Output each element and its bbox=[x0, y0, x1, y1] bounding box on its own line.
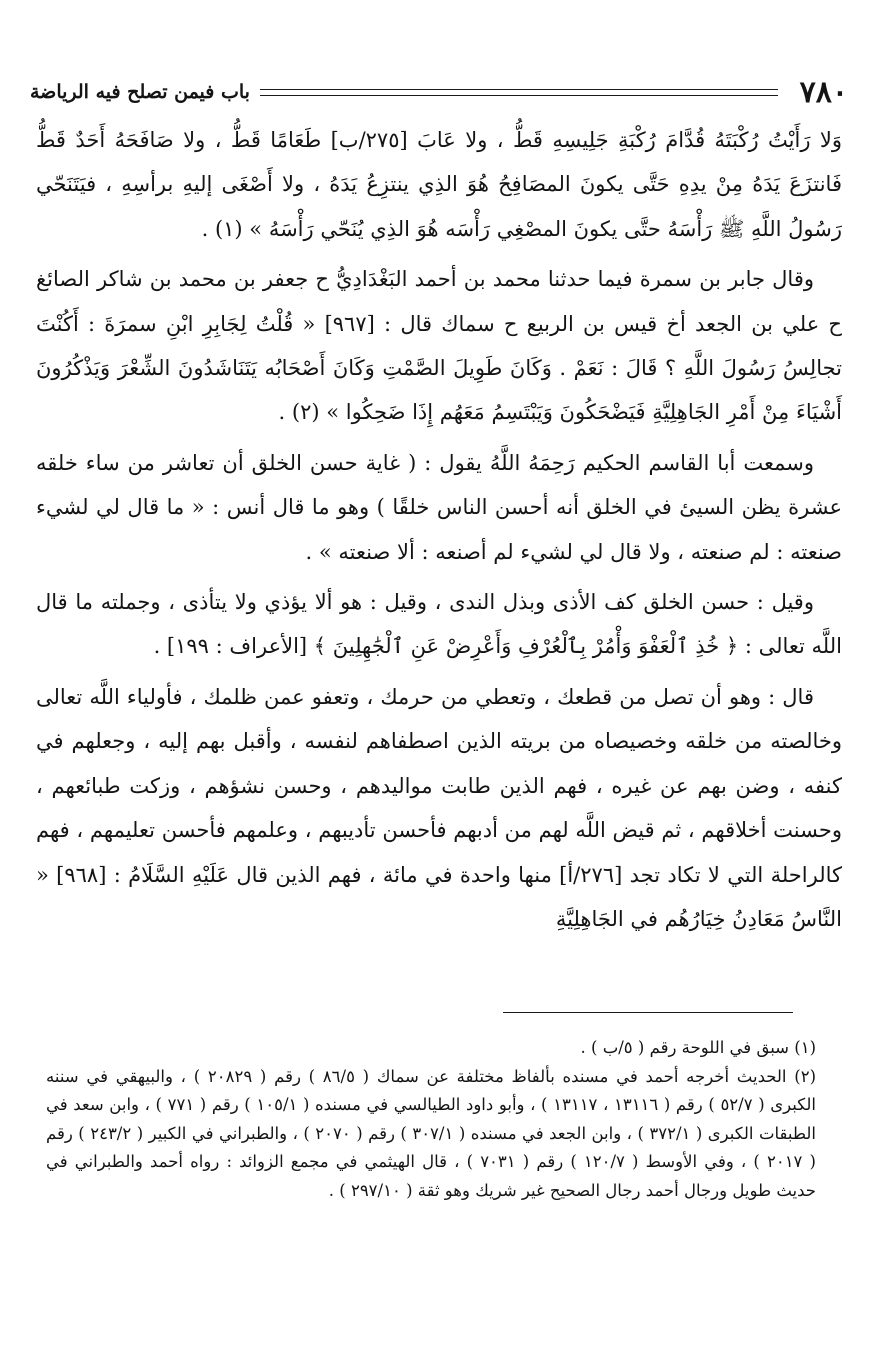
paragraph: وسمعت أبا القاسم الحكيم رَحِمَهُ اللَّهُ يقول : ( غاية حسن الخلق أن تعاشر من ساء خلقه عشرة يظن السيئ في الخلق أنه أحسن الناس خلقًا ) وهو ما قال أنس : « ما قال لي لشيء صنعته : لم صنعته ، ولا قال لي لشيء لم أصنعه : ألا صنعته » . bbox=[36, 450, 842, 564]
footnote: (٢) الحديث أخرجه أحمد في مسنده بألفاظ مختلفة عن سماك ( ٨٦/٥ ) رقم ( ٢٠٨٢٩ ) ، والبيهقي في سننه الكبرى ( ٥٢/٧ ) رقم ( ١٣١١٦ ، ١٣١١٧ ) ، وأبو داود الطيالسي في مسنده ( ١٠٥/١ ) رقم ( ٧٧١ ) ، وابن سعد في الطبقات الكبرى ( ٣٧٢/١ ) ، وابن الجعد في مسنده ( ٣٠٧/١ ) رقم ( ٢٠٧٠ ) ، والطبراني في الكبير ( ٢٤٣/٢ ) رقم ( ٢٠١٧ ) ، وفي الأوسط ( ١٢٠/٧ ) رقم ( ٧٠٣١ ) ، قال الهيثمي في مجمع الزوائد : رواه أحمد والطبراني في حديث طويل ورجال أحمد رجال الصحيح غير شريك وهو ثقة ( ٢٩٧/١٠ ) . bbox=[46, 1066, 816, 1200]
footnote: (١) سبق في اللوحة رقم ( ٥/ب ) . bbox=[580, 1038, 816, 1057]
footnotes bbox=[46, 1034, 816, 1206]
main-text bbox=[36, 118, 842, 947]
chapter-title: باب فيمن تصلح فيه الرياضة bbox=[30, 81, 250, 103]
running-header bbox=[30, 72, 848, 112]
header-rule bbox=[260, 89, 778, 96]
paragraph: وَلا رَأَيْتُ رُكْبَتَهُ قُدَّامَ رُكْبَةِ جَلِيسِهِ قَطُّ ، ولا عَابَ [٢٧٥/ب] طَعَامًا قَطُّ ، ولا صَافَحَهُ أَحَدٌ قَطُّ فَانتزَعَ يَدَهُ مِنْ يدِهِ حَتَّى يكونَ المصَافِحُ هُوَ الذِي ينتزِعُ يَدَهُ ، ولا أَصْغَى إليهِ برأسِهِ ، فيَتَنَحّي رَسُولُ اللَّهِ ﷺ رَأْسَهُ حتَّى يكونَ المصْغِي رَأْسَه هُوَ الذِي يُنَحّي رَأْسَهُ » (١) . bbox=[36, 128, 843, 241]
page-number: ٧٨٠ bbox=[799, 74, 848, 110]
paragraph: وقال جابر بن سمرة فيما حدثنا محمد بن أحمد البَغْدَادِيُّ ح جعفر بن محمد بن شاكر الصائغ ح علي بن الجعد أخ قيس بن الربيع ح سماك قال : [٩٦٧] « قُلْتُ لِجَابِرِ ابْنِ سمرَةَ : أَكُنْتَ تجالِسُ رَسُولَ اللَّهِ ؟ قَالَ : نَعَمْ . وَكَانَ طَوِيلَ الصَّمْتِ وَكَانَ أَصْحَابُه يَتَنَاشَدُونَ الشِّعْرَ وَيَذْكُرُونَ أَشْيَاءَ مِنْ أَمْرِ الجَاهِلِيَّةِ فَيَضْحَكُونَ وَيَبْتَسِمُ مَعَهُم إِذَا ضَحِكُوا » (٢) . bbox=[36, 267, 842, 425]
footnote-separator bbox=[503, 1012, 793, 1013]
paragraph: وقيل : حسن الخلق كف الأذى وبذل الندى ، وقيل : هو ألا يؤذي ولا يتأذى ، وجملته ما قال اللَّه تعالى : ﴿ خُذِ ٱلْعَفْوَ وَأْمُرْ بِٱلْعُرْفِ وَأَعْرِضْ عَنِ ٱلْجَٰهِلِينَ ﴾ [الأعراف : ١٩٩] . bbox=[36, 590, 842, 659]
paragraph: قال : وهو أن تصل من قطعك ، وتعطي من حرمك ، وتعفو عمن ظلمك ، فأولياء اللَّه تعالى وخالصته من خلقه وخصيصاه من بريته الذين اصطفاهم لنفسه ، وأقبل بهم إليه ، وجعلهم في كنفه ، وضن بهم عن غيره ، فهم الذين طابت مواليدهم ، وحسن نشؤهم ، وزكت طبائعهم ، وحسنت أخلاقهم ، ثم قيض اللَّه لهم من أدبهم فأحسن تأديبهم ، وعلمهم فأحسن تعليمهم ، فهم كالراحلة التي لا تكاد تجد [٢٧٦/أ] منها واحدة في مائة ، فهم الذين قال عَلَيْهِ السَّلَامُ : [٩٦٨] « النَّاسُ مَعَادِنُ خِيَارُهُم في الجَاهِلِيَّةِ bbox=[36, 684, 842, 931]
